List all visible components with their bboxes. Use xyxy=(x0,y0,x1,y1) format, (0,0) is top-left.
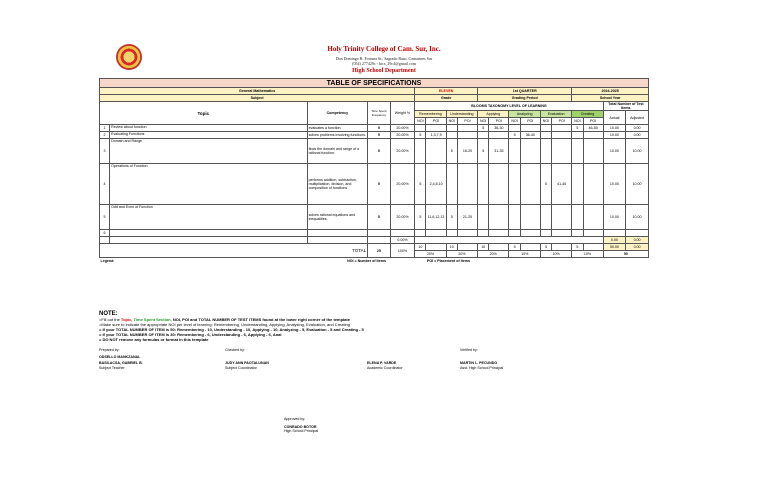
row-actual: 10.00 xyxy=(603,164,625,205)
row-poi xyxy=(552,205,572,230)
poi-header: POI xyxy=(520,118,540,125)
total-poi-blank xyxy=(426,244,446,251)
row-noi xyxy=(509,139,520,164)
preparer-role: Subject Teacher xyxy=(99,365,125,370)
row-weight xyxy=(390,230,415,237)
row-adjusted: 10.00 xyxy=(626,205,649,230)
row-poi: 11,6,12,13 xyxy=(426,205,446,230)
row-noi xyxy=(446,132,457,139)
noi-header: NOI xyxy=(446,118,457,125)
level-percent: 20% xyxy=(415,251,446,258)
row-noi xyxy=(572,132,583,139)
total-poi-blank xyxy=(457,244,477,251)
grade-value: ELEVEN xyxy=(415,88,478,95)
row-time: 5 xyxy=(368,139,390,164)
preparer-1: ODSELLO MANKZANAL xyxy=(99,354,141,359)
row-poi xyxy=(552,125,572,132)
zero-actual: 0.00 xyxy=(603,237,625,244)
noi-header: NOI xyxy=(415,118,426,125)
department: High School Department xyxy=(352,68,416,74)
row-noi xyxy=(415,139,426,164)
col-time: Time Spent Frequency xyxy=(368,102,390,125)
row-poi xyxy=(552,132,572,139)
year-label: School Year xyxy=(572,95,649,102)
row-poi xyxy=(426,139,446,164)
note-line-3: = If your TOTAL NUMBER OF ITEM is 50: Remembering - 10, Understanding - 10, Applying - 10, Analyzing - 5, Evaluation - 5 and Creating - 5 xyxy=(99,327,364,332)
row-noi xyxy=(478,164,489,205)
row-poi xyxy=(520,139,540,164)
subject-value: General Mathematics xyxy=(100,88,415,95)
total-weight: 100% xyxy=(390,244,415,258)
total-poi-blank xyxy=(552,244,572,251)
preparer-2: BASILACSA, GABRIEL B. xyxy=(99,361,143,365)
row-noi xyxy=(509,164,520,205)
row-competency: finds the domain and range of a rational function. xyxy=(307,139,368,164)
row-number: 2 xyxy=(100,132,110,139)
row-noi xyxy=(478,230,489,237)
row-noi xyxy=(446,164,457,205)
row-noi xyxy=(572,230,583,237)
row-noi xyxy=(540,125,551,132)
row-noi xyxy=(572,139,583,164)
table-row xyxy=(100,125,649,132)
noi-header: NOI xyxy=(540,118,551,125)
row-poi: 36-30 xyxy=(489,125,509,132)
row-poi: 16-20 xyxy=(457,139,477,164)
row-competency: evaluates a function. xyxy=(307,125,368,132)
row-noi xyxy=(572,205,583,230)
total-poi-blank xyxy=(583,244,603,251)
legend-poi: POI = Placement of Items xyxy=(426,259,471,263)
note-line-4: = If your TOTAL NUMBER OF ITEM is 30: Remembering - 6, Understanding - 6, Applying - 6, Anal xyxy=(99,332,282,337)
total-noi: 10 xyxy=(478,244,489,251)
row-poi xyxy=(520,205,540,230)
approver-role: High School Principal xyxy=(284,429,319,433)
total-poi-blank xyxy=(489,244,509,251)
row-poi: 36-40 xyxy=(520,132,540,139)
row-noi xyxy=(509,230,520,237)
noi-header: NOI xyxy=(509,118,520,125)
row-noi xyxy=(572,164,583,205)
level-percent: 10% xyxy=(540,251,571,258)
row-noi xyxy=(540,132,551,139)
row-actual: 10.00 xyxy=(603,125,625,132)
row-poi xyxy=(583,164,603,205)
noi-header: NOI xyxy=(478,118,489,125)
poi-header: POI xyxy=(489,118,509,125)
verified-block xyxy=(460,348,503,370)
row-poi xyxy=(489,230,509,237)
checker-2: ELENA P. VARDE xyxy=(367,361,397,365)
table-row xyxy=(100,132,649,139)
row-poi xyxy=(583,205,603,230)
poi-header: POI xyxy=(426,118,446,125)
level-evaluation: Evaluation xyxy=(540,111,571,118)
subject-label: Subject xyxy=(100,95,415,102)
note-topic: Topic, xyxy=(120,317,133,322)
grand-total: 50 xyxy=(603,251,648,258)
row-adjusted xyxy=(626,230,649,237)
row-poi xyxy=(426,230,446,237)
row-topic: Review about function xyxy=(110,125,307,132)
row-noi: 5 xyxy=(446,205,457,230)
academic-block xyxy=(367,361,403,370)
checked-label: Checked by: xyxy=(225,348,245,352)
total-noi: 5 xyxy=(572,244,583,251)
total-time: 25 xyxy=(368,244,390,258)
total-actual: 50.00 xyxy=(603,244,625,251)
total-poi-blank xyxy=(520,244,540,251)
row-time: 5 xyxy=(368,205,390,230)
school-name: Holy Trinity College of Cam. Sur, Inc. xyxy=(327,45,441,53)
level-percent: 20% xyxy=(446,251,477,258)
row-time xyxy=(368,230,390,237)
poi-header: POI xyxy=(552,118,572,125)
total-adjusted: 0.00 xyxy=(626,244,649,251)
verified-label: Verified by: xyxy=(460,348,478,352)
notes-section xyxy=(99,312,364,342)
poi-header: POI xyxy=(583,118,603,125)
row-poi xyxy=(457,164,477,205)
row-poi xyxy=(583,132,603,139)
row-adjusted: 0.00 xyxy=(626,125,649,132)
checked-block xyxy=(225,348,269,370)
total-noi: 10 xyxy=(415,244,426,251)
row-noi xyxy=(509,125,520,132)
row-poi xyxy=(489,132,509,139)
row-number: 3 xyxy=(100,139,110,164)
row-topic xyxy=(110,230,307,237)
grade-label: Grade xyxy=(415,95,478,102)
school-address: Don Domingo B. Fortuna St., Sagrado Baao, Camarines Sur xyxy=(335,56,433,61)
level-creating: Creating xyxy=(572,111,603,118)
level-applying: Applying xyxy=(478,111,509,118)
table-row xyxy=(100,230,649,237)
row-competency: solves rational equations and inequalities. xyxy=(307,205,368,230)
row-noi xyxy=(540,139,551,164)
period-label: Grading Period xyxy=(478,95,572,102)
row-weight: 20.00% xyxy=(390,164,415,205)
row-noi: 5 xyxy=(415,205,426,230)
row-noi xyxy=(415,230,426,237)
approved-block xyxy=(284,417,318,434)
level-understanding: Understanding xyxy=(446,111,477,118)
row-poi xyxy=(426,125,446,132)
poi-header: POI xyxy=(457,118,477,125)
row-poi xyxy=(520,230,540,237)
row-noi xyxy=(540,205,551,230)
row-number: 1 xyxy=(100,125,110,132)
year-value: 2024-2025 xyxy=(572,88,649,95)
table-row xyxy=(100,139,649,164)
row-actual: 10.00 xyxy=(603,205,625,230)
total-items-header: Total Number of Test Items xyxy=(603,102,648,111)
legend-noi: NOI = Number of Items xyxy=(347,259,386,263)
row-topic: Operations of Function xyxy=(110,164,307,205)
tos-table xyxy=(99,78,649,264)
row-poi xyxy=(583,230,603,237)
col-weight: Weight % xyxy=(390,102,415,125)
note-line-5: = DO NOT remove any formulas or format in this template xyxy=(99,337,209,342)
row-noi: 5 xyxy=(509,132,520,139)
note-rest: NOI, POI and TOTAL NUMBER OF TEST ITEMS found at the lower right corner of the template xyxy=(172,317,350,322)
col-competency: Competency xyxy=(307,102,368,125)
checker-1: JUDY ANN PAOTALUNAN xyxy=(225,361,269,365)
row-noi: 5 xyxy=(540,164,551,205)
zero-weight: 0.00% xyxy=(390,237,415,244)
row-noi xyxy=(478,205,489,230)
checker-2-role: Academic Coordinator xyxy=(367,365,403,370)
row-poi: 1,3,7,9 xyxy=(426,132,446,139)
notes-title: NOTE: xyxy=(99,311,118,317)
prepared-label: Prepared by: xyxy=(99,348,120,352)
row-competency xyxy=(307,230,368,237)
school-contact: (054) 277429c - htcs_29c4@gmail.com xyxy=(352,61,416,66)
row-actual: 10.00 xyxy=(603,132,625,139)
verifier-role: Asst. High School Principal xyxy=(460,365,504,370)
row-poi: 21-25 xyxy=(457,205,477,230)
total-label: TOTAL xyxy=(100,244,368,258)
row-noi: 5 xyxy=(415,132,426,139)
adjusted-header: Adjusted xyxy=(626,111,649,125)
row-noi xyxy=(415,125,426,132)
total-noi: 5 xyxy=(540,244,551,251)
row-poi xyxy=(489,164,509,205)
row-competency: performs addition, subtraction, multiplication, division, and composition of functions xyxy=(307,164,368,205)
row-weight: 20.00% xyxy=(390,139,415,164)
row-noi xyxy=(478,132,489,139)
row-topic: Evaluating Functions xyxy=(110,132,307,139)
total-noi: 10 xyxy=(446,244,457,251)
actual-header: Actual xyxy=(603,111,625,125)
table-title: TABLE OF SPECIFICATIONS xyxy=(100,79,649,88)
level-percent: 10% xyxy=(572,251,603,258)
row-poi xyxy=(552,230,572,237)
checker-1-role: Subject Coordinator xyxy=(225,365,257,370)
row-poi xyxy=(489,205,509,230)
row-poi xyxy=(457,230,477,237)
row-poi xyxy=(520,164,540,205)
table-row xyxy=(100,164,649,205)
row-noi xyxy=(446,125,457,132)
row-poi: 41-45 xyxy=(552,164,572,205)
level-percent: 10% xyxy=(509,251,540,258)
note-time-spent: Time Spent Section, xyxy=(133,317,172,322)
row-number: 4 xyxy=(100,164,110,205)
row-weight: 20.00% xyxy=(390,132,415,139)
row-time: 5 xyxy=(368,125,390,132)
row-noi: 5 xyxy=(415,164,426,205)
period-value: 1st QUARTER xyxy=(478,88,572,95)
note-line-2: =Make sure to indicate the appropriate NOI per level of learning: Remembering, Understanding, Applying, Analyzing, Evaluation, and Creating xyxy=(99,322,350,327)
row-poi: 2,4,8,10 xyxy=(426,164,446,205)
approver: CONRADO BOTOR xyxy=(284,424,317,429)
row-noi: 5 xyxy=(572,125,583,132)
approved-label: Approved by: xyxy=(284,417,306,421)
row-poi xyxy=(457,132,477,139)
row-poi: 46-50 xyxy=(583,125,603,132)
row-actual xyxy=(603,230,625,237)
prepared-block xyxy=(99,348,143,370)
row-noi: 5 xyxy=(478,125,489,132)
row-number: 6 xyxy=(100,230,110,237)
col-topic: Topic xyxy=(100,102,308,125)
row-noi xyxy=(540,230,551,237)
row-poi xyxy=(552,139,572,164)
row-poi xyxy=(583,139,603,164)
row-topic: Odd and Even of Function xyxy=(110,205,307,230)
legend-label: Legend: xyxy=(100,259,115,263)
row-adjusted: 0.00 xyxy=(626,132,649,139)
level-percent: 20% xyxy=(478,251,509,258)
zero-adjusted: 0.00 xyxy=(626,237,649,244)
row-competency: solves problems involving functions. xyxy=(308,133,366,137)
row-adjusted: 10.00 xyxy=(626,164,649,205)
noi-header: NOI xyxy=(572,118,583,125)
blooms-header: BLOOMS TAXONOMY LEVEL OF LEARNING xyxy=(415,102,603,111)
row-actual: 10.00 xyxy=(603,139,625,164)
row-topic: Domain and Range xyxy=(110,139,307,164)
row-number: 5 xyxy=(100,205,110,230)
row-time: 5 xyxy=(368,164,390,205)
row-poi xyxy=(457,125,477,132)
row-noi: 5 xyxy=(478,139,489,164)
row-time: 5 xyxy=(368,132,390,139)
row-poi xyxy=(520,125,540,132)
row-noi xyxy=(509,205,520,230)
row-weight: 20.00% xyxy=(390,125,415,132)
row-poi: 31-35 xyxy=(489,139,509,164)
total-noi: 5 xyxy=(509,244,520,251)
verifier: MARTIN L. PECUNDO xyxy=(460,361,498,365)
row-adjusted: 10.00 xyxy=(626,139,649,164)
table-row xyxy=(100,205,649,230)
note-text: =Fill out the xyxy=(99,317,120,322)
level-remembering: Remembering xyxy=(415,111,446,118)
level-analyzing: Analyzing xyxy=(509,111,540,118)
row-noi xyxy=(446,230,457,237)
row-noi: 5 xyxy=(446,139,457,164)
row-weight: 20.00% xyxy=(390,205,415,230)
